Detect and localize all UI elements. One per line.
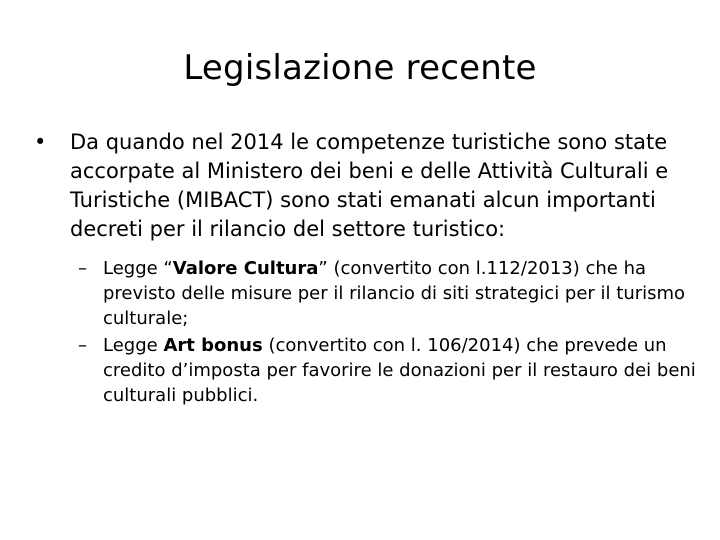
sub-bullet-list bbox=[78, 256, 700, 408]
sub-bullet-art-bonus bbox=[78, 333, 700, 408]
dash-marker: – bbox=[78, 335, 87, 356]
sub-bullet-prefix: Legge “ bbox=[103, 258, 173, 279]
sub-bullet-suffix: (convertito con l. 106/2014) che prevede un credito d’imposta per favorire le donazioni per il restauro dei beni culturali pubblici. bbox=[103, 335, 696, 406]
bullet-item bbox=[34, 128, 700, 244]
bullet-text: Da quando nel 2014 le competenze turistiche sono state accorpate al Ministero dei beni e delle Attività Culturali e Turistiche (MIBACT) sono stati emanati alcun importanti decreti per il rilancio del settore turistico: bbox=[70, 130, 669, 241]
slide-title: Legislazione recente bbox=[183, 48, 537, 88]
slide-body bbox=[34, 128, 700, 410]
bullet-marker: • bbox=[34, 130, 47, 154]
sub-bullet-suffix: ” (convertito con l.112/2013) che ha previsto delle misure per il rilancio di siti strategici per il turismo culturale; bbox=[103, 258, 686, 329]
law-name-bold: Art bonus bbox=[163, 335, 263, 356]
sub-bullet-prefix: Legge bbox=[103, 335, 164, 356]
law-name-bold: Valore Cultura bbox=[172, 258, 319, 279]
dash-marker: – bbox=[78, 258, 87, 279]
sub-bullet-valore-cultura bbox=[78, 256, 700, 331]
